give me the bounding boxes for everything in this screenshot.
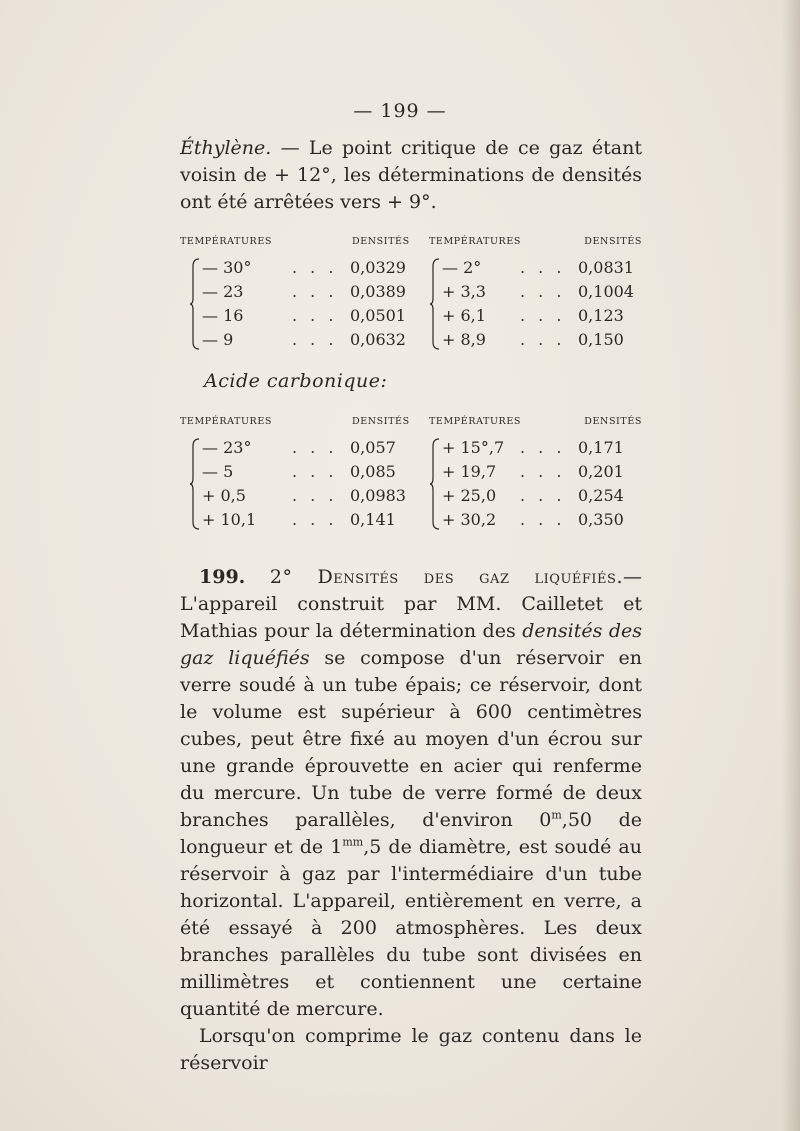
temperature-cell: + 25,0	[442, 486, 497, 505]
unit-metre: m	[551, 808, 562, 822]
intro-lead: Éthylène.	[180, 137, 272, 159]
leader-dots: . . .	[292, 330, 338, 349]
table-row	[180, 460, 642, 484]
section-text-d: ,5 de diamètre, est soudé au réservoir à gaz par l'intermédiaire d'un tube horizontal. L'appareil, entièrement en verre, a été essayé à 200 atmosphères. Les deux branches parallèles du tube sont divisées en millimètres et contiennent une certaine quantité de mercure.	[180, 836, 642, 1020]
header-temperatures-left: TEMPÉRATURES	[180, 416, 272, 427]
carbonique-table-rows	[180, 436, 642, 532]
carbonique-table-header	[180, 412, 642, 436]
density-cell: 0,0632	[350, 330, 406, 349]
density-cell: 0,171	[578, 438, 624, 457]
leader-dots: . . .	[520, 282, 566, 301]
table-row	[180, 280, 642, 304]
density-cell: 0,057	[350, 438, 396, 457]
temperature-cell: — 23	[202, 282, 244, 301]
header-densites-left: DENSITÉS	[352, 236, 410, 247]
temperature-cell: + 30,2	[442, 510, 497, 529]
ethylene-table-header	[180, 232, 642, 256]
header-temperatures-right: TEMPÉRATURES	[429, 236, 521, 247]
section-text-last: Lorsqu'on comprime le gaz contenu dans le réservoir	[180, 1025, 642, 1074]
section-title: 2° Densités des gaz liquéfiés.	[269, 566, 623, 588]
intro-text: — Le point critique de ce gaz étant voisin de + 12°, les déterminations de densités ont été arrêtées vers + 9°.	[180, 137, 642, 213]
density-cell: 0,150	[578, 330, 624, 349]
temperature-cell: — 23°	[202, 438, 252, 457]
section-text-emphasis: densités des gaz liquéfiés	[180, 620, 642, 669]
leader-dots: . . .	[520, 510, 566, 529]
leader-dots: . . .	[520, 330, 566, 349]
section-text-c: ,50 de longueur et de 1	[180, 809, 642, 858]
temperature-cell: + 19,7	[442, 462, 497, 481]
temperature-cell: — 16	[202, 306, 244, 325]
page-number: — 199 —	[353, 100, 447, 122]
table-row	[180, 256, 642, 280]
temperature-cell: — 9	[202, 330, 234, 349]
table-row	[180, 436, 642, 460]
density-cell: 0,141	[350, 510, 396, 529]
density-cell: 0,085	[350, 462, 396, 481]
leader-dots: . . .	[292, 462, 338, 481]
ethylene-table	[180, 232, 642, 352]
section-text-a: — L'appareil construit par MM. Cailletet et Mathias pour la détermination des	[180, 566, 642, 642]
leader-dots: . . .	[292, 438, 338, 457]
temperature-cell: + 6,1	[442, 306, 486, 325]
section-text-b: se compose d'un réservoir en verre soudé à un tube épais; ce réservoir, dont le volume est supérieur à 600 centimètres cubes, peut être fixé au moyen d'un écrou sur une grande éprouvette en acier qui renferme du mercure. Un tube de verre formé de deux branches parallèles, d'environ 0	[180, 647, 642, 831]
temperature-cell: + 15°,7	[442, 438, 505, 457]
density-cell: 0,254	[578, 486, 624, 505]
header-densites-right: DENSITÉS	[584, 416, 642, 427]
density-cell: 0,0389	[350, 282, 406, 301]
temperature-cell: — 2°	[442, 258, 482, 277]
temperature-cell: + 3,3	[442, 282, 486, 301]
carbonique-table	[180, 412, 642, 532]
density-cell: 0,0329	[350, 258, 406, 277]
density-cell: 0,350	[578, 510, 624, 529]
density-cell: 0,201	[578, 462, 624, 481]
temperature-cell: — 30°	[202, 258, 252, 277]
table-row	[180, 508, 642, 532]
leader-dots: . . .	[520, 438, 566, 457]
temperature-cell: — 5	[202, 462, 234, 481]
unit-millimetre: mm	[342, 835, 364, 849]
header-densites-right: DENSITÉS	[584, 236, 642, 247]
temperature-cell: + 0,5	[202, 486, 246, 505]
density-cell: 0,123	[578, 306, 624, 325]
leader-dots: . . .	[520, 306, 566, 325]
table-row	[180, 304, 642, 328]
subheading-acide-carbonique: Acide carbonique:	[204, 370, 388, 392]
temperature-cell: + 8,9	[442, 330, 486, 349]
header-temperatures-left: TEMPÉRATURES	[180, 236, 272, 247]
leader-dots: . . .	[292, 510, 338, 529]
table-row	[180, 484, 642, 508]
page-edge-shadow	[782, 0, 800, 1131]
header-temperatures-right: TEMPÉRATURES	[429, 416, 521, 427]
section-199-paragraph	[180, 564, 642, 1077]
intro-paragraph	[180, 135, 642, 216]
leader-dots: . . .	[292, 306, 338, 325]
table-row	[180, 328, 642, 352]
leader-dots: . . .	[520, 462, 566, 481]
leader-dots: . . .	[520, 486, 566, 505]
density-cell: 0,0983	[350, 486, 406, 505]
leader-dots: . . .	[292, 282, 338, 301]
section-number: 199.	[199, 566, 246, 588]
temperature-cell: + 10,1	[202, 510, 257, 529]
density-cell: 0,0831	[578, 258, 634, 277]
density-cell: 0,0501	[350, 306, 406, 325]
leader-dots: . . .	[292, 258, 338, 277]
ethylene-table-rows	[180, 256, 642, 352]
header-densites-left: DENSITÉS	[352, 416, 410, 427]
leader-dots: . . .	[520, 258, 566, 277]
density-cell: 0,1004	[578, 282, 634, 301]
leader-dots: . . .	[292, 486, 338, 505]
